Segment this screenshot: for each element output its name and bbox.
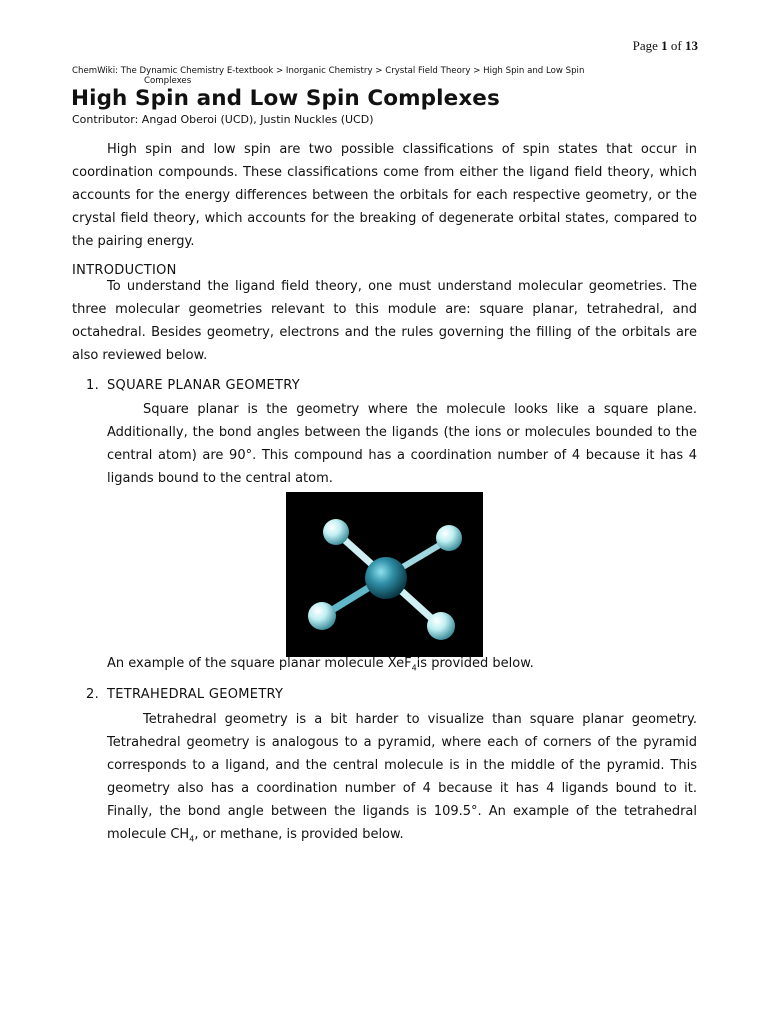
intro-paragraph: High spin and low spin are two possible classifications of spin states that occur in coordination compounds. These classifications come from either the ligand field theory, which accounts for the energy differences between the orbitals for each respective geometry, or the crystal field theory, which accounts for the breaking of degenerate orbital states, compared to the pairing energy. — [72, 142, 697, 249]
section-heading-square-planar — [86, 378, 300, 393]
section-title: SQUARE PLANAR GEOMETRY — [107, 378, 300, 393]
section-title: TETRAHEDRAL GEOMETRY — [107, 687, 284, 702]
section-number: 1. — [86, 378, 100, 393]
current-page: 1 — [661, 38, 668, 53]
contributor-line: Contributor: Angad Oberoi (UCD), Justin Nuckles (UCD) — [72, 113, 374, 126]
section-number: 2. — [86, 687, 100, 702]
tetrahedral-paragraph: Tetrahedral geometry is a bit harder to visualize than square planar geometry. Tetrahedral geometry is analogous to a pyramid, where each of corners of the pyramid corresponds to a ligand, and the central molecule is in the middle of the pyramid. This geometry also has a coordination number of 4 because it has 4 ligands bound to it. Finally, the bond angle between the ligands is 109.5°. An example of the tetrahedral molecule $CH_4$, or methane, is provided below. — [107, 712, 697, 844]
breadcrumb — [72, 66, 697, 86]
breadcrumb-line: ChemWiki: The Dynamic Chemistry E-textbook > Inorganic Chemistry > Crystal Field Theory > High Spin and Low Spin — [72, 66, 585, 76]
introduction-heading: INTRODUCTION — [72, 263, 177, 278]
square-planar-paragraph: Square planar is the geometry where the molecule looks like a square plane. Additionally, the bond angles between the ligands (the ions or molecules bounded to the central atom) are 90°. This compound has a coordination number of 4 because it has 4 ligands bound to the central atom. — [107, 402, 697, 486]
page-indicator: Page 1 of 13 — [632, 38, 698, 53]
page-title: High Spin and Low Spin Complexes — [71, 86, 500, 111]
breadcrumb-line-continued: Complexes — [144, 76, 192, 86]
total-pages: 13 — [685, 38, 698, 53]
xef4-molecule-image — [286, 492, 483, 657]
section-heading-tetrahedral — [86, 687, 283, 702]
introduction-paragraph: To understand the ligand field theory, one must understand molecular geometries. The three molecular geometries relevant to this module are: square planar, tetrahedral, and octahedral. Besides geometry, electrons and the rules governing the filling of the orbitals are also reviewed below. — [72, 279, 697, 363]
figure-caption: An example of the square planar molecule XeF$_4$is provided below. — [107, 656, 534, 673]
